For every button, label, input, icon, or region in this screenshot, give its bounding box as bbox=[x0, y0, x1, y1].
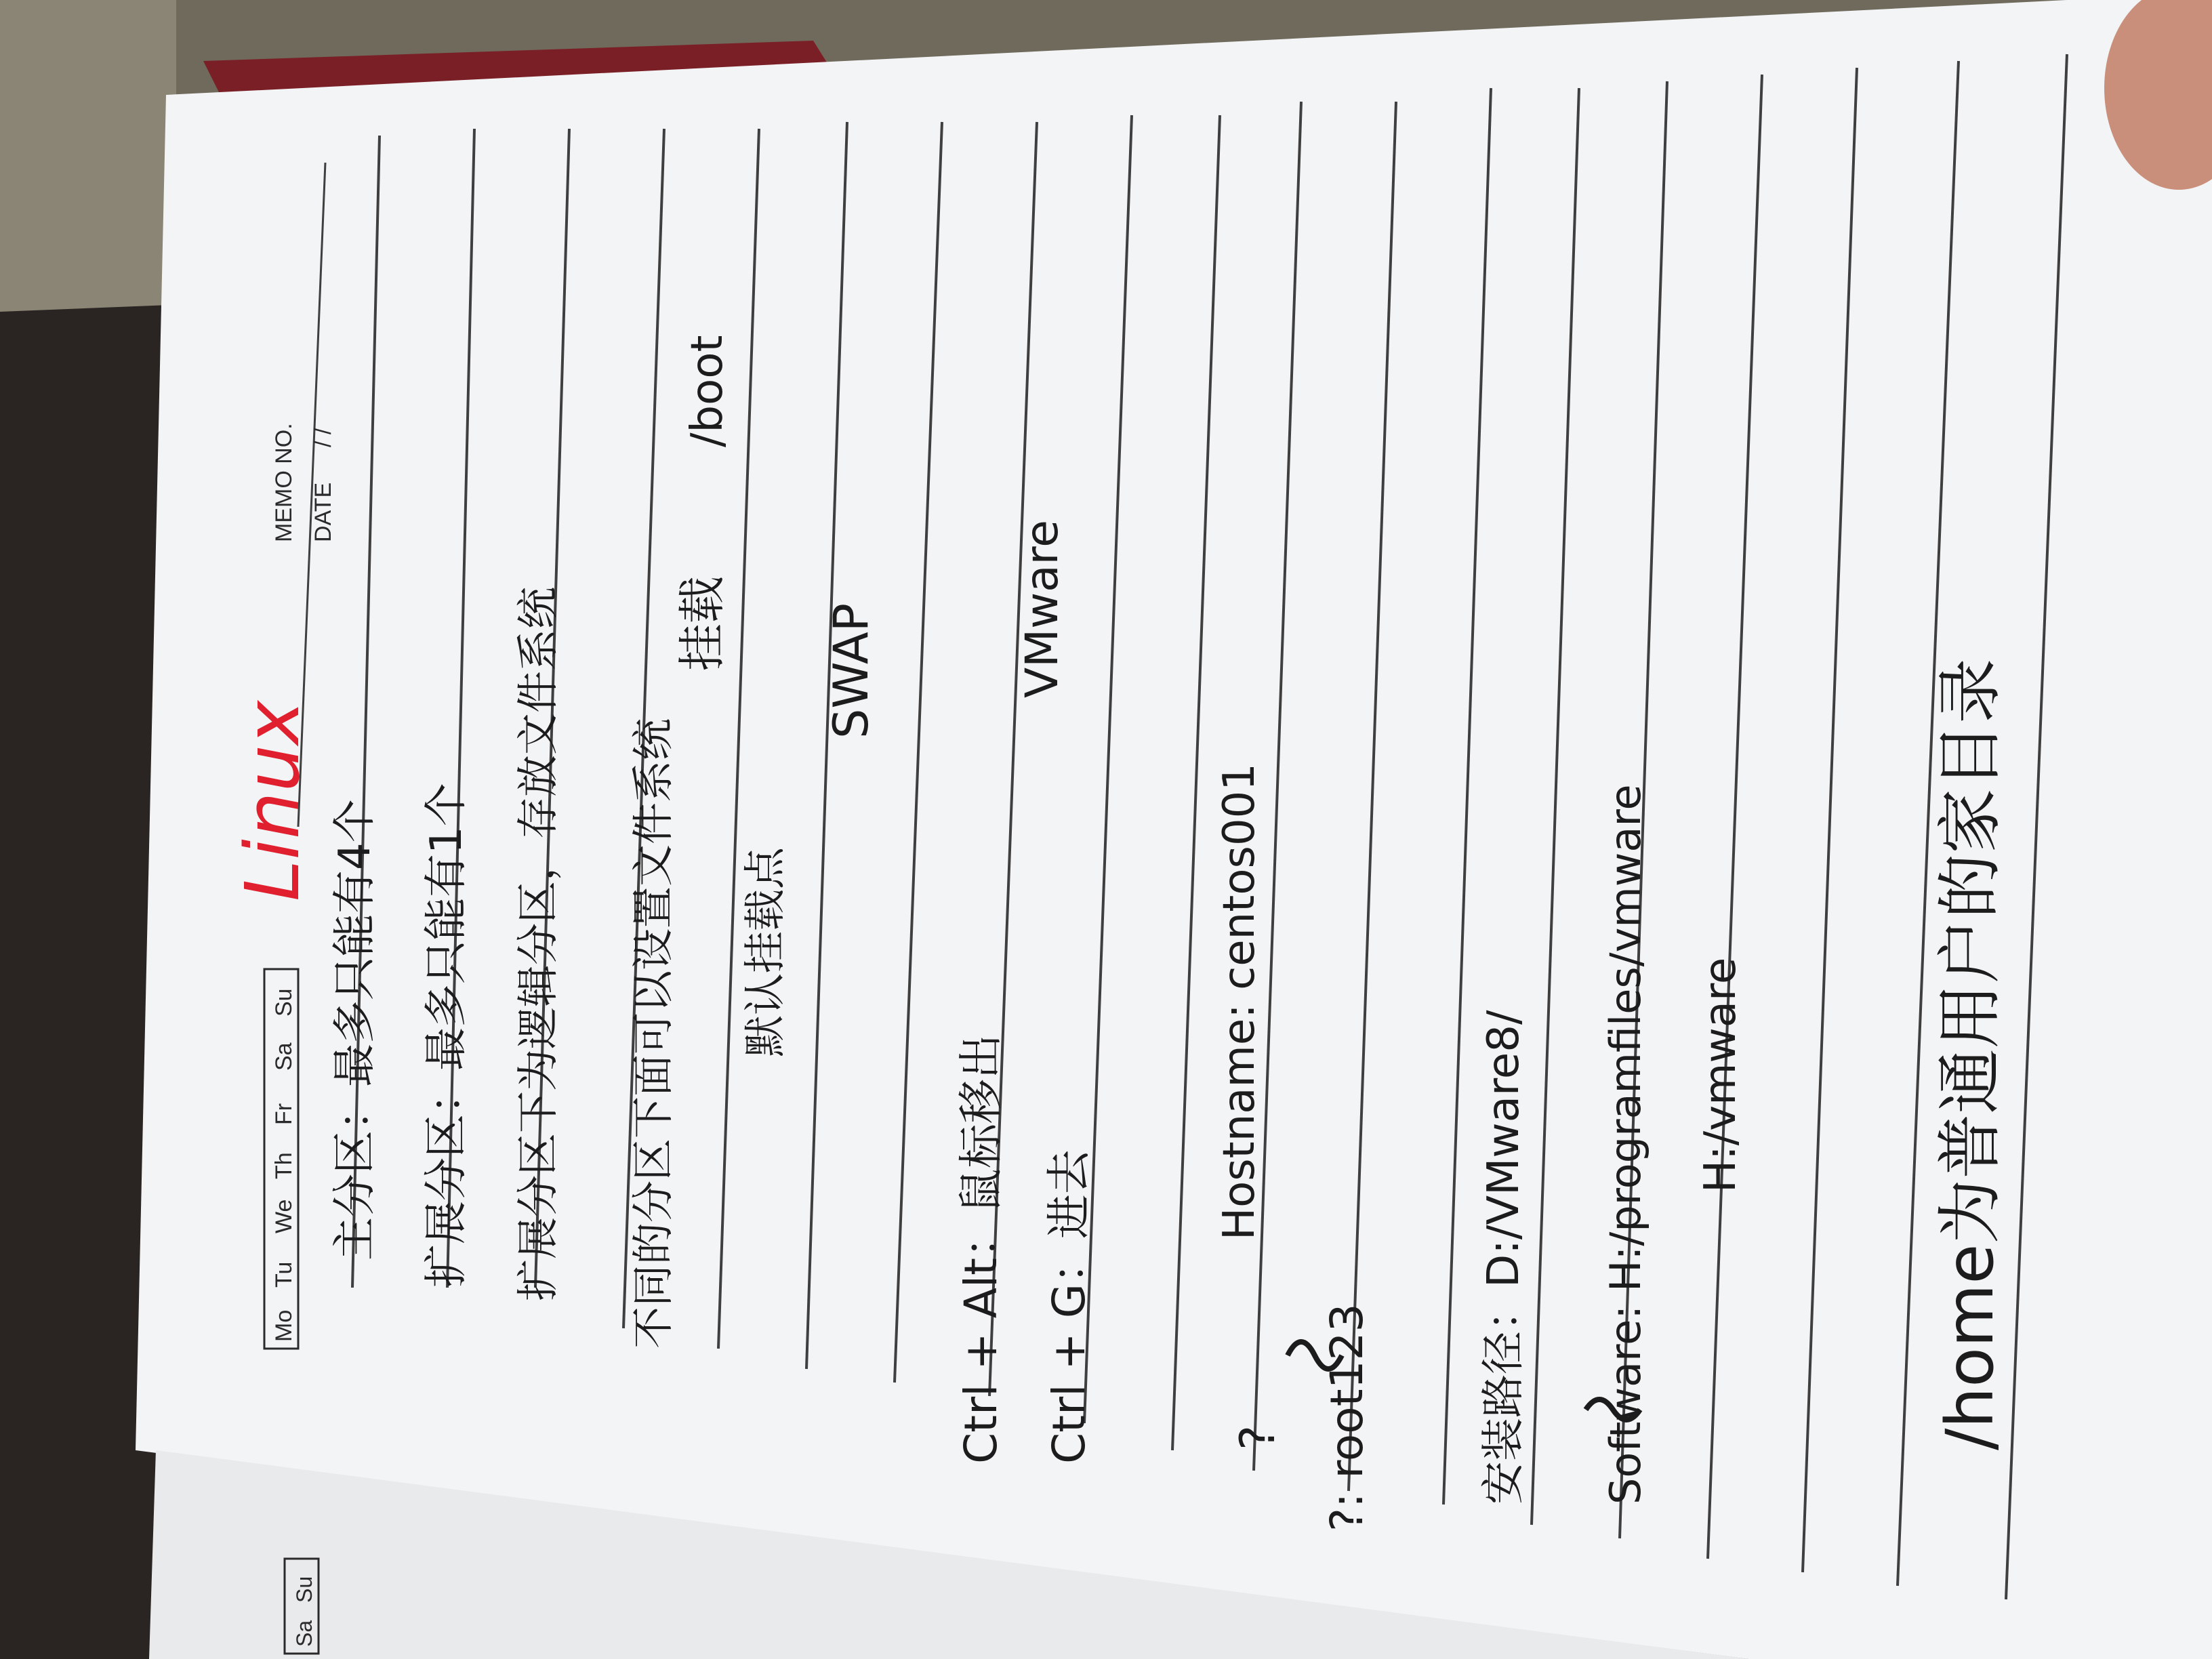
note-line-17-group bbox=[1696, 958, 1746, 1193]
note-line-5: 挂载 bbox=[674, 576, 730, 671]
note-line-11: VMware bbox=[1016, 520, 1068, 698]
notebook-title: Linux bbox=[229, 700, 316, 901]
weekday-we: We bbox=[271, 1199, 297, 1233]
note-line-15: 安装路径：D:/VMware8/ bbox=[1479, 1010, 1529, 1504]
note-line-17: H:/vmware bbox=[1696, 957, 1746, 1193]
memo-label-group bbox=[271, 423, 297, 542]
note-line-12-group bbox=[1214, 763, 1265, 1240]
note-line-8: SWAP bbox=[823, 603, 879, 739]
note-line-18: /home为普通用户的家目录 bbox=[1932, 658, 2008, 1450]
note-line-18-group bbox=[1932, 659, 2008, 1451]
note-line-8-group bbox=[823, 603, 879, 739]
note-line-13: ? bbox=[1230, 1425, 1286, 1450]
weekday-fr: Fr bbox=[271, 1103, 297, 1125]
note-line-5-group bbox=[674, 576, 730, 671]
note-line-6-group bbox=[682, 335, 733, 447]
note-line-9: Ctrl + Alt：鼠标移出 bbox=[955, 1033, 1007, 1464]
note-line-6: /boot bbox=[682, 335, 733, 447]
memo-label: MEMO NO. bbox=[271, 423, 297, 542]
note-line-7: 默认挂载点 bbox=[740, 846, 790, 1057]
note-line-13-group bbox=[1230, 1425, 1286, 1450]
note-line-2: 扩展分区：最多只能有1个 bbox=[422, 783, 472, 1288]
note-line-7-group bbox=[740, 846, 790, 1057]
weekday-mo: Mo bbox=[271, 1309, 297, 1342]
note-line-2-group bbox=[422, 783, 472, 1288]
note-line-11-group bbox=[1016, 520, 1068, 698]
note-line-16-group bbox=[1601, 784, 1650, 1504]
note-line-12: Hostname: centos001 bbox=[1214, 763, 1265, 1240]
next-page-day-su: Su bbox=[292, 1576, 316, 1603]
ground-patch bbox=[0, 0, 176, 312]
note-line-14-group bbox=[1321, 1303, 1373, 1532]
title-group bbox=[229, 699, 316, 901]
note-line-4-group bbox=[628, 718, 678, 1349]
note-line-16: Software: H:/programfiles/vmware bbox=[1601, 784, 1650, 1504]
note-line-1-group bbox=[330, 799, 380, 1261]
date-label: DATE bbox=[310, 482, 336, 542]
note-line-4: 不同的分区下面可以设置文件系统 bbox=[628, 718, 678, 1349]
note-line-9-group bbox=[955, 1034, 1007, 1464]
note-line-3-group bbox=[513, 587, 562, 1301]
note-line-15-group bbox=[1479, 1010, 1529, 1504]
weekday-tu: Tu bbox=[271, 1261, 297, 1288]
date-label-group bbox=[310, 428, 336, 542]
date-value: / / bbox=[310, 428, 336, 447]
weekday-th: Th bbox=[271, 1152, 297, 1179]
note-line-10: Ctrl + G：进去 bbox=[1043, 1149, 1095, 1464]
next-page-day-sa: Sa bbox=[292, 1620, 316, 1647]
note-line-3: 扩展分区下为逻辑分区，存放文件系统 bbox=[513, 586, 562, 1301]
note-line-1: 主分区：最多只能有4个 bbox=[330, 799, 380, 1261]
note-line-14: ?: root123 bbox=[1321, 1303, 1373, 1532]
weekday-sa: Sa bbox=[271, 1042, 297, 1071]
weekday-su: Su bbox=[271, 988, 297, 1017]
note-line-10-group bbox=[1043, 1149, 1095, 1464]
